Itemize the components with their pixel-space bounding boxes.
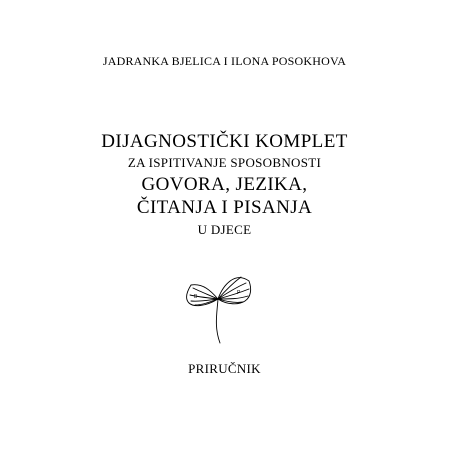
leaf-stem (216, 299, 220, 343)
ginkgo-leaf-icon (183, 265, 253, 347)
title-line-5: U DJECE (197, 222, 252, 237)
title-line-3: GOVORA, JEZIKA, (141, 174, 308, 195)
logo-letter-left: B (194, 294, 198, 300)
logo-letter-right: P (237, 290, 241, 296)
title-line-2: ZA ISPITIVANJE SPOSOBNOSTI (127, 155, 322, 170)
authors: JADRANKA BJELICA I ILONA POSOKHOVA (102, 54, 347, 68)
title-line-4: ČITANJA I PISANJA (136, 197, 313, 218)
manual-label: PRIRUČNIK (188, 361, 261, 376)
title-line-1: DIJAGNOSTIČKI KOMPLET (101, 131, 348, 152)
